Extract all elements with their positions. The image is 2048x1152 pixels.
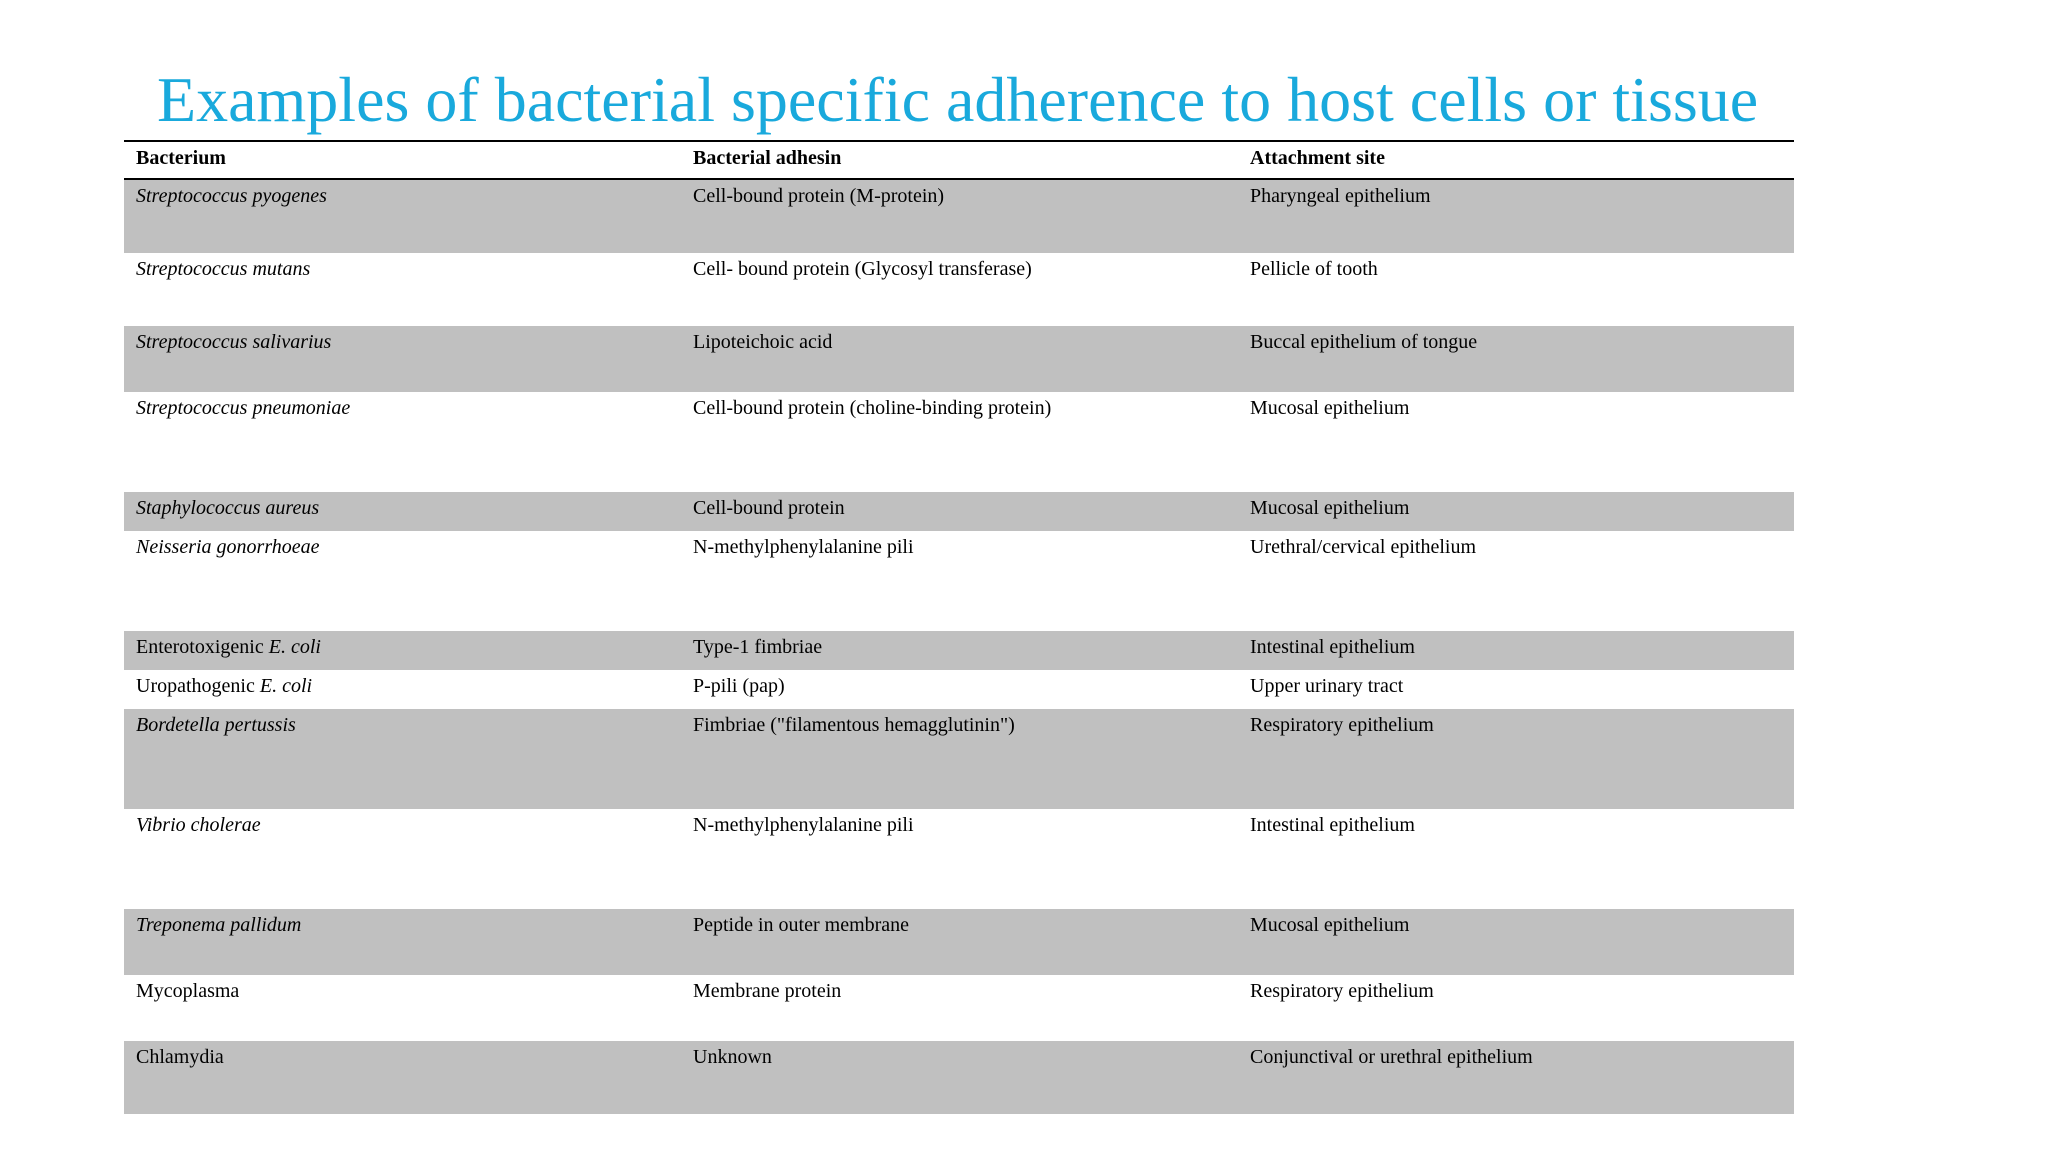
attachment-site-cell: Buccal epithelium of tongue xyxy=(1250,331,1478,353)
table-row xyxy=(124,909,1794,975)
adhesin-cell: Cell- bound protein (Glycosyl transferase) xyxy=(693,258,1032,280)
bacterium-name: Streptococcus pneumoniae xyxy=(136,397,351,419)
table-row xyxy=(124,326,1794,392)
adhesin-cell: Unknown xyxy=(693,1046,772,1068)
attachment-site-cell: Mucosal epithelium xyxy=(1250,497,1410,519)
table-row xyxy=(124,180,1794,253)
bacterium-cell xyxy=(136,330,331,354)
table-row xyxy=(124,709,1794,809)
adhesin-cell: P-pili (pap) xyxy=(693,675,785,697)
bacterium-prefix: Uropathogenic xyxy=(136,675,260,697)
bacterium-name: Streptococcus mutans xyxy=(136,258,311,280)
adhesin-cell: Cell-bound protein (choline-binding protein) xyxy=(693,397,1052,419)
bacterium-name: Streptococcus pyogenes xyxy=(136,185,327,207)
attachment-site-cell: Pellicle of tooth xyxy=(1250,258,1378,280)
bacterium-name: Treponema pallidum xyxy=(136,914,302,936)
bacterium-cell xyxy=(136,979,239,1003)
bacterium-prefix: Enterotoxigenic xyxy=(136,636,269,658)
bacterium-name: Vibrio cholerae xyxy=(136,814,261,836)
page-title: Examples of bacterial specific adherence to host cells or tissue xyxy=(157,64,1759,135)
adhesin-cell: Type-1 fimbriae xyxy=(693,636,823,658)
bacterium-cell xyxy=(136,635,321,659)
bacterium-cell xyxy=(136,184,327,208)
table-row xyxy=(124,1041,1794,1114)
attachment-site-cell: Urethral/cervical epithelium xyxy=(1250,536,1477,558)
table-row xyxy=(124,492,1794,531)
adhesin-cell: Fimbriae ("filamentous hemagglutinin") xyxy=(693,714,1015,736)
table-row xyxy=(124,253,1794,326)
header-adhesin: Bacterial adhesin xyxy=(693,147,842,169)
attachment-site-cell: Respiratory epithelium xyxy=(1250,980,1434,1002)
bacterium-cell xyxy=(136,535,320,559)
attachment-site-cell: Intestinal epithelium xyxy=(1250,636,1415,658)
table-row xyxy=(124,392,1794,492)
adhesin-cell: Peptide in outer membrane xyxy=(693,914,910,936)
table-header-row xyxy=(124,142,1794,180)
bacterium-cell xyxy=(136,674,312,698)
bacterium-cell xyxy=(136,813,261,837)
table-row xyxy=(124,531,1794,631)
table-row xyxy=(124,670,1794,709)
attachment-site-cell: Respiratory epithelium xyxy=(1250,714,1434,736)
attachment-site-cell: Intestinal epithelium xyxy=(1250,814,1415,836)
adhesin-cell: Cell-bound protein (M-protein) xyxy=(693,185,945,207)
table-row xyxy=(124,631,1794,670)
adherence-table xyxy=(124,140,1794,1114)
header-attachment-site: Attachment site xyxy=(1250,147,1385,169)
bacterium-cell xyxy=(136,396,350,420)
bacterium-cell xyxy=(136,913,301,937)
bacterium-cell xyxy=(136,496,319,520)
bacterium-name: Staphylococcus aureus xyxy=(136,497,320,519)
adhesin-cell: N-methylphenylalanine pili xyxy=(693,536,914,558)
attachment-site-cell: Conjunctival or urethral epithelium xyxy=(1250,1046,1533,1068)
adhesin-cell: Lipoteichoic acid xyxy=(693,331,833,353)
bacterium-name: Streptococcus salivarius xyxy=(136,331,332,353)
attachment-site-cell: Mucosal epithelium xyxy=(1250,914,1410,936)
attachment-site-cell: Mucosal epithelium xyxy=(1250,397,1410,419)
adhesin-cell: Cell-bound protein xyxy=(693,497,845,519)
table-row xyxy=(124,809,1794,909)
bacterium-prefix: Mycoplasma xyxy=(136,980,240,1002)
bacterium-name: Bordetella pertussis xyxy=(136,714,296,736)
adhesin-cell: Membrane protein xyxy=(693,980,842,1002)
bacterium-cell xyxy=(136,1045,224,1069)
bacterium-cell xyxy=(136,257,310,281)
bacterium-name: Neisseria gonorrhoeae xyxy=(136,536,320,558)
bacterium-prefix: Chlamydia xyxy=(136,1046,224,1068)
bacterium-name: E. coli xyxy=(268,636,321,658)
table-row xyxy=(124,975,1794,1041)
bacterium-name: E. coli xyxy=(259,675,313,697)
header-bacterium: Bacterium xyxy=(136,147,226,169)
adhesin-cell: N-methylphenylalanine pili xyxy=(693,814,914,836)
attachment-site-cell: Upper urinary tract xyxy=(1250,675,1404,697)
bacterium-cell xyxy=(136,713,296,737)
attachment-site-cell: Pharyngeal epithelium xyxy=(1250,185,1431,207)
